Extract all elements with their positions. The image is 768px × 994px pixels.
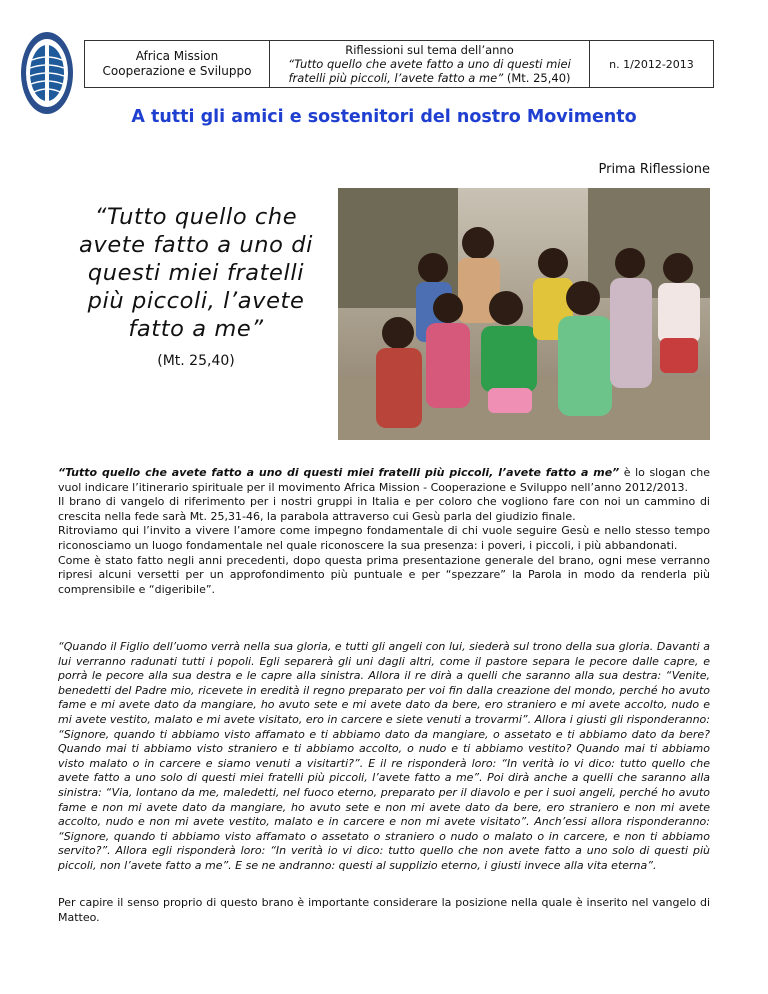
issue-number: n. 1/2012-2013	[609, 57, 694, 71]
closing-paragraph: Per capire il senso proprio di questo brano è importante considerare la posizione nella quale è inserito nel vangelo di Matteo.	[58, 896, 710, 924]
paragraph-line4: Come è stato fatto negli anni precedenti, dopo questa prima presentazione generale del brano, ogni mese verranno ripresi alcuni versetti per un approfondimento più puntuale e per “spezzare” la Parola in modo da renderla più comprensibile e “digeribile”.	[58, 553, 710, 596]
pull-quote	[70, 203, 322, 369]
org-name-line2: Cooperazione e Sviluppo	[102, 64, 252, 78]
header-table	[84, 40, 714, 88]
quote-reference: (Mt. 25,40)	[157, 353, 235, 369]
quote-line3: questi miei fratelli	[87, 260, 305, 286]
intro-slogan: “Tutto quello che avete fatto a uno di questi miei fratelli più piccoli, l’avete fatto a me”	[58, 466, 620, 479]
quote-line1: “Tutto quello che	[94, 204, 298, 230]
organization-logo	[18, 30, 76, 116]
topic-line1: Riflessioni sul tema dell’anno	[345, 43, 514, 57]
header-organization	[85, 41, 270, 87]
topic-ref: (Mt. 25,40)	[506, 71, 571, 85]
quote-line2: avete fatto a uno di	[79, 232, 313, 258]
topic-line2: “Tutto quello che avete fatto a uno di questi miei	[288, 57, 571, 71]
paragraph-line3: Ritroviamo qui l’invito a vivere l’amore come impegno fondamentale di chi vuole seguire Gesù e nello stesso tempo riconosciamo un luogo fondamentale nel quale riconoscere la sua presenza: i poveri, i piccoli, i più abbandonati.	[58, 524, 710, 552]
topic-line3: fratelli più piccoli, l’avete fatto a me”	[288, 71, 504, 85]
intro-rest: è lo slogan che vuol indicare l’itinerario spirituale per il movimento Africa Mission - Cooperazione e Sviluppo nell’anno 2012/2013.	[58, 466, 710, 494]
quote-line4: più piccoli, l’avete	[87, 288, 305, 314]
header-topic	[270, 41, 590, 87]
intro-paragraph	[58, 466, 710, 597]
section-label: Prima Riflessione	[598, 162, 710, 177]
quote-line5: fatto a me”	[128, 316, 264, 342]
org-name-line1: Africa Mission	[135, 49, 219, 63]
children-photo	[338, 188, 710, 440]
gospel-passage: “Quando il Figlio dell’uomo verrà nella sua gloria, e tutti gli angeli con lui, siederà sul trono della sua gloria. Davanti a lui verranno radunati tutti i popoli. Egli separerà gli uni dagli altri, come il pastore separa le pecore dalle capre, e porrà le pecore alla sua destra e le capre alla sinistra. Allora il re dirà a quelli che saranno alla sua destra: “Venite, benedetti del Padre mio, ricevete in eredità il regno preparato per voi fin dalla creazione del mondo, perché ho avuto fame e mi avete dato da mangiare, ho avuto sete e mi avete dato da bere, ero straniero e mi avete accolto, nudo e mi avete vestito, malato e mi avete visitato, ero in carcere e siete venuti a trovarmi”. Allora i giusti gli risponderanno: “Signore, quando ti abbiamo visto affamato e ti abbiamo dato da mangiare, o assetato e ti abbiamo dato da bere? Quando mai ti abbiamo visto straniero e ti abbiamo accolto, o nudo e ti abbiamo vestito? Quando mai ti abbiamo visto malato o in carcere e siamo venuti a visitarti?”. E il re risponderà loro: “In verità io vi dico: tutto quello che avete fatto a uno solo di questi miei fratelli più piccoli, l’avete fatto a me”. Poi dirà anche a quelli che saranno alla sinistra: “Via, lontano da me, maledetti, nel fuoco eterno, preparato per il diavolo e per i suoi angeli, perché ho avuto fame e non mi avete dato da mangiare, ho avuto sete e non mi avete dato da bere, ero straniero e non mi avete accolto, nudo e non mi avete vestito, malato e in carcere e non mi avete visitato”. Anch’essi allora risponderanno: “Signore, quando ti abbiamo visto affamato o assetato o straniero o nudo o malato o in carcere, e non ti abbiamo servito?”. Allora egli risponderà loro: “In verità io vi dico: tutto quello che non avete fatto a uno solo di questi più piccoli, non l’avete fatto a me”. E se ne andranno: questi al supplizio eterno, i giusti invece alla vita eterna”.	[58, 640, 710, 872]
paragraph-line2: Il brano di vangelo di riferimento per i nostri gruppi in Italia e per coloro che vogliono fare con noi un cammino di crescita nella fede sarà Mt. 25,31-46, la parabola attraverso cui Gesù parla del giudizio finale.	[58, 495, 710, 523]
page-title: A tutti gli amici e sostenitori del nostro Movimento	[131, 107, 637, 127]
